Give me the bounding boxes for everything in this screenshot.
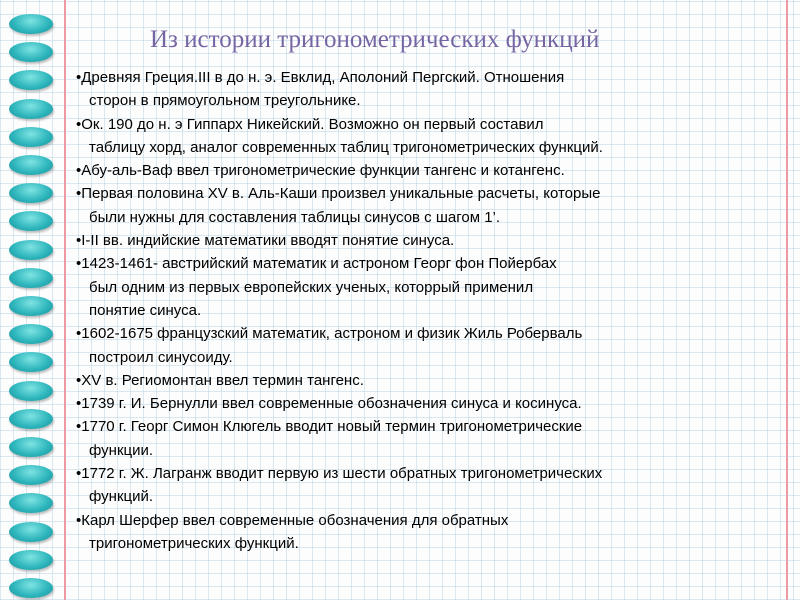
binding-ring [9, 183, 53, 203]
left-margin-line [64, 0, 66, 600]
list-item-continuation: построил синусоиду. [89, 348, 233, 366]
binding-ring [9, 42, 53, 62]
list-item [76, 415, 788, 462]
list-item-first-line [76, 182, 788, 205]
list-item-first-line [76, 322, 788, 345]
list-item-first-line [76, 113, 788, 136]
bullet-mark: • [76, 185, 82, 203]
list-item-first-line [76, 252, 788, 275]
list-item-text: 1739 г. И. Бернулли ввел современные обозначения синуса и косинуса. [81, 395, 582, 413]
list-item-continuation: тригонометрических функций. [89, 534, 299, 552]
list-item-continuation: понятие синуса. [89, 301, 202, 319]
list-item [76, 66, 788, 113]
list-item-first-line [76, 509, 788, 532]
binding-ring [9, 465, 53, 485]
list-item-first-line [76, 462, 788, 485]
list-item [76, 509, 788, 556]
list-item-text: Карл Шерфер ввел современные обозначения для обратных [81, 511, 509, 529]
list-item [76, 229, 788, 252]
binding-ring [9, 127, 53, 147]
slide-title: Из истории тригонометрических функций [150, 26, 600, 53]
binding-ring [9, 268, 53, 288]
list-item-text: Ок. 190 до н. э Гиппарх Никейский. Возможно он первый составил [81, 115, 544, 133]
list-item-text: 1602-1675 французский математик, астроном и физик Жиль Роберваль [81, 325, 583, 343]
list-item-continuation: были нужны для составления таблицы синусов с шагом 1’. [89, 208, 501, 226]
list-item-text: Древняя Греция.III в до н. э. Евклид, Аполоний Пергский. Отношения [81, 69, 565, 86]
bullet-mark: • [76, 232, 82, 250]
binding-ring [9, 99, 53, 119]
list-item-text: XV в. Региомонтан ввел термин тангенс. [81, 371, 364, 389]
list-item-first-line [76, 229, 788, 252]
list-item [76, 159, 788, 182]
binding-ring [9, 437, 53, 457]
list-item [76, 369, 788, 392]
binding-ring [9, 550, 53, 570]
bullet-mark: • [76, 162, 82, 180]
binding-ring [9, 324, 53, 344]
list-item [76, 182, 788, 229]
binding-ring [9, 14, 53, 34]
bullet-mark: • [76, 69, 82, 86]
binding-ring [9, 493, 53, 513]
list-item-text: I-II вв. индийские математики вводят понятие синуса. [81, 232, 455, 250]
list-item-continuation: функций. [89, 488, 154, 506]
list-item-continuation: был одним из первых европейских ученых, которрый применил [89, 278, 534, 296]
bullet-mark: • [76, 511, 82, 529]
bullet-mark: • [76, 255, 82, 273]
list-item-text: 1423-1461- австрийский математик и астроном Георг фон Пойербах [81, 255, 557, 273]
bullet-mark: • [76, 418, 82, 436]
list-item-first-line [76, 392, 788, 415]
binding-ring [9, 381, 53, 401]
binding-ring [9, 70, 53, 90]
binding-ring [9, 578, 53, 598]
binding-ring [9, 409, 53, 429]
list-item [76, 392, 788, 415]
list-item [76, 322, 788, 369]
list-item-first-line [76, 66, 788, 89]
spiral-binding [0, 0, 60, 600]
list-item [76, 462, 788, 509]
list-item [76, 113, 788, 160]
history-list [76, 66, 788, 555]
bullet-mark: • [76, 371, 82, 389]
bullet-mark: • [76, 325, 82, 343]
list-item-text: Абу-аль-Ваф ввел тригонометрические функции тангенс и котангенс. [81, 162, 565, 180]
binding-ring [9, 155, 53, 175]
list-item-continuation: сторон в прямоугольном треугольнике. [89, 92, 361, 110]
binding-ring [9, 296, 53, 316]
list-item-first-line [76, 415, 788, 438]
list-item [76, 252, 788, 322]
binding-ring [9, 240, 53, 260]
bullet-mark: • [76, 465, 82, 483]
binding-ring [9, 352, 53, 372]
binding-ring [9, 211, 53, 231]
binding-ring [9, 522, 53, 542]
list-item-text: 1770 г. Георг Симон Клюгель вводит новый термин тригонометрические [81, 418, 583, 436]
list-item-text: Первая половина XV в. Аль-Каши произвел уникальные расчеты, которые [81, 185, 601, 203]
list-item-continuation: таблицу хорд, аналог современных таблиц тригонометрических функций. [89, 138, 603, 156]
bullet-mark: • [76, 395, 82, 413]
list-item-continuation: функции. [89, 441, 154, 459]
list-item-first-line [76, 369, 788, 392]
bullet-mark: • [76, 115, 82, 133]
list-item-first-line [76, 159, 788, 182]
list-item-text: 1772 г. Ж. Лагранж вводит первую из шести обратных тригонометрических [81, 465, 603, 483]
